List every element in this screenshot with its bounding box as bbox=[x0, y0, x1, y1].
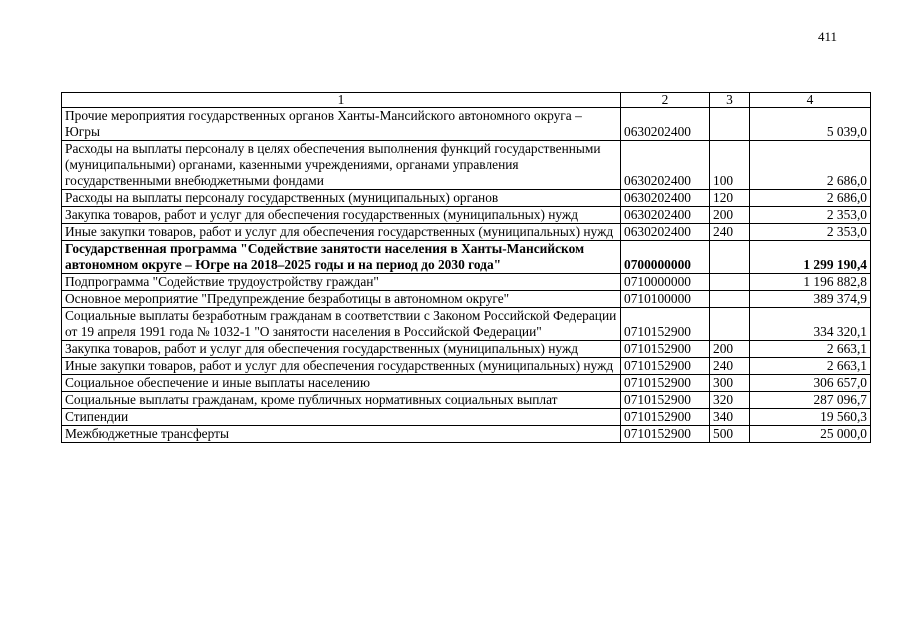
cell-code: 0630202400 bbox=[621, 141, 710, 190]
cell-type: 240 bbox=[710, 224, 750, 241]
cell-name: Подпрограмма "Содействие трудоустройству граждан" bbox=[62, 274, 621, 291]
cell-sum: 2 686,0 bbox=[750, 190, 871, 207]
table-row bbox=[62, 409, 871, 426]
cell-type bbox=[710, 274, 750, 291]
cell-name: Межбюджетные трансферты bbox=[62, 426, 621, 443]
cell-type bbox=[710, 241, 750, 274]
cell-code: 0700000000 bbox=[621, 241, 710, 274]
cell-code: 0710000000 bbox=[621, 274, 710, 291]
cell-name: Закупка товаров, работ и услуг для обеспечения государственных (муниципальных) нужд bbox=[62, 207, 621, 224]
cell-sum: 334 320,1 bbox=[750, 308, 871, 341]
cell-code: 0710152900 bbox=[621, 375, 710, 392]
cell-type: 500 bbox=[710, 426, 750, 443]
table-row bbox=[62, 241, 871, 274]
header-col-type: 3 bbox=[710, 93, 750, 108]
cell-name: Стипендии bbox=[62, 409, 621, 426]
cell-name: Расходы на выплаты персоналу в целях обеспечения выполнения функций государственными (муниципальными) органами, казенными учреждениями, органами управления государственными внебюджетными фондами bbox=[62, 141, 621, 190]
page-number: 411 bbox=[818, 29, 838, 44]
cell-code: 0710100000 bbox=[621, 291, 710, 308]
cell-sum: 2 353,0 bbox=[750, 224, 871, 241]
cell-code: 0710152900 bbox=[621, 426, 710, 443]
header-col-code: 2 bbox=[621, 93, 710, 108]
cell-name: Социальные выплаты гражданам, кроме публичных нормативных социальных выплат bbox=[62, 392, 621, 409]
cell-sum: 2 353,0 bbox=[750, 207, 871, 224]
table-row bbox=[62, 426, 871, 443]
cell-type: 300 bbox=[710, 375, 750, 392]
cell-sum: 2 663,1 bbox=[750, 341, 871, 358]
cell-type: 320 bbox=[710, 392, 750, 409]
cell-code: 0630202400 bbox=[621, 108, 710, 141]
budget-table bbox=[61, 92, 871, 443]
table-row bbox=[62, 224, 871, 241]
table-row bbox=[62, 392, 871, 409]
cell-sum: 1 196 882,8 bbox=[750, 274, 871, 291]
table-header-row bbox=[62, 93, 871, 108]
cell-type bbox=[710, 308, 750, 341]
table-row bbox=[62, 375, 871, 392]
cell-name: Государственная программа "Содействие занятости населения в Ханты-Мансийском автономном округе – Югре на 2018–2025 годы и на период до 2030 года" bbox=[62, 241, 621, 274]
cell-name: Социальное обеспечение и иные выплаты населению bbox=[62, 375, 621, 392]
table-row bbox=[62, 291, 871, 308]
cell-sum: 2 686,0 bbox=[750, 141, 871, 190]
table-row bbox=[62, 108, 871, 141]
cell-sum: 389 374,9 bbox=[750, 291, 871, 308]
cell-sum: 306 657,0 bbox=[750, 375, 871, 392]
cell-sum: 2 663,1 bbox=[750, 358, 871, 375]
cell-code: 0710152900 bbox=[621, 392, 710, 409]
table-row bbox=[62, 141, 871, 190]
cell-type: 200 bbox=[710, 341, 750, 358]
cell-type: 340 bbox=[710, 409, 750, 426]
cell-type: 200 bbox=[710, 207, 750, 224]
cell-name: Иные закупки товаров, работ и услуг для обеспечения государственных (муниципальных) нужд bbox=[62, 224, 621, 241]
cell-code: 0710152900 bbox=[621, 341, 710, 358]
cell-sum: 5 039,0 bbox=[750, 108, 871, 141]
cell-type bbox=[710, 108, 750, 141]
cell-type: 240 bbox=[710, 358, 750, 375]
cell-name: Основное мероприятие "Предупреждение безработицы в автономном округе" bbox=[62, 291, 621, 308]
cell-name: Прочие мероприятия государственных органов Ханты-Мансийского автономного округа – Югры bbox=[62, 108, 621, 141]
cell-sum: 287 096,7 bbox=[750, 392, 871, 409]
table-row bbox=[62, 190, 871, 207]
header-col-sum: 4 bbox=[750, 93, 871, 108]
header-col-name: 1 bbox=[62, 93, 621, 108]
cell-type: 100 bbox=[710, 141, 750, 190]
cell-code: 0710152900 bbox=[621, 409, 710, 426]
table-row bbox=[62, 207, 871, 224]
table-row bbox=[62, 308, 871, 341]
cell-name: Расходы на выплаты персоналу государственных (муниципальных) органов bbox=[62, 190, 621, 207]
cell-sum: 19 560,3 bbox=[750, 409, 871, 426]
cell-sum: 25 000,0 bbox=[750, 426, 871, 443]
cell-name: Закупка товаров, работ и услуг для обеспечения государственных (муниципальных) нужд bbox=[62, 341, 621, 358]
cell-code: 0630202400 bbox=[621, 190, 710, 207]
cell-type bbox=[710, 291, 750, 308]
cell-sum: 1 299 190,4 bbox=[750, 241, 871, 274]
cell-code: 0710152900 bbox=[621, 358, 710, 375]
cell-type: 120 bbox=[710, 190, 750, 207]
cell-name: Социальные выплаты безработным гражданам в соответствии с Законом Российской Федерации от 19 апреля 1991 года № 1032-1 "О занятости населения в Российской Федерации" bbox=[62, 308, 621, 341]
table-row bbox=[62, 341, 871, 358]
cell-name: Иные закупки товаров, работ и услуг для обеспечения государственных (муниципальных) нужд bbox=[62, 358, 621, 375]
cell-code: 0630202400 bbox=[621, 207, 710, 224]
table-row bbox=[62, 358, 871, 375]
cell-code: 0710152900 bbox=[621, 308, 710, 341]
cell-code: 0630202400 bbox=[621, 224, 710, 241]
table-row bbox=[62, 274, 871, 291]
